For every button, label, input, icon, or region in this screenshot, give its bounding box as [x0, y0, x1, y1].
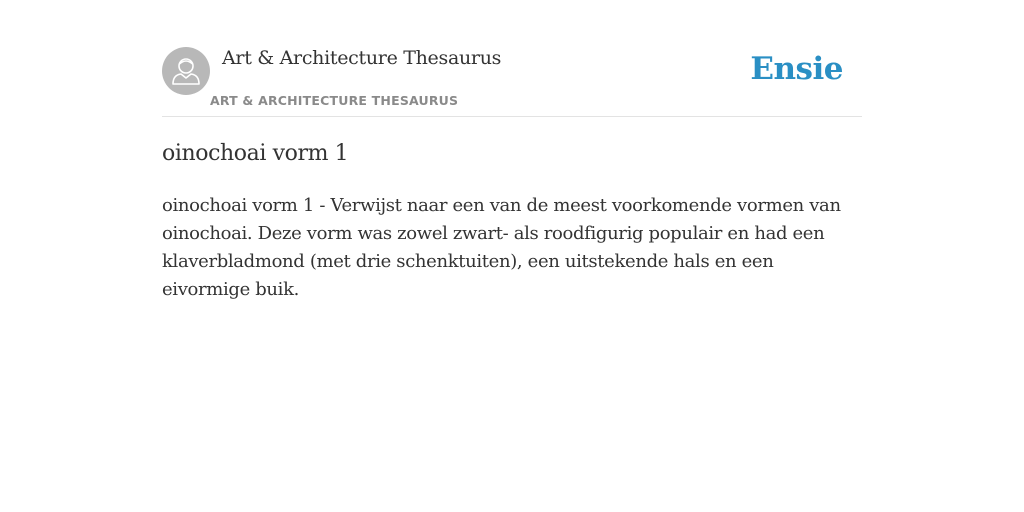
entry-title: oinochoai vorm 1 — [162, 141, 349, 166]
author-name[interactable]: Art & Architecture Thesaurus — [222, 47, 502, 69]
avatar[interactable] — [162, 47, 210, 95]
user-icon — [162, 47, 210, 95]
entry-header — [162, 0, 862, 117]
entry-card — [162, 0, 862, 512]
brand-logo[interactable]: Ensie — [750, 51, 843, 87]
source-label[interactable]: ART & ARCHITECTURE THESAURUS — [210, 93, 459, 108]
entry-definition: oinochoai vorm 1 - Verwijst naar een van de meest voorkomende vormen van oinochoai. Deze vorm was zowel zwart- als roodfigurig populair en had een klaverbladmond (met drie schenktuiten), een uitstekende hals en een eivormige buik. — [162, 195, 841, 300]
